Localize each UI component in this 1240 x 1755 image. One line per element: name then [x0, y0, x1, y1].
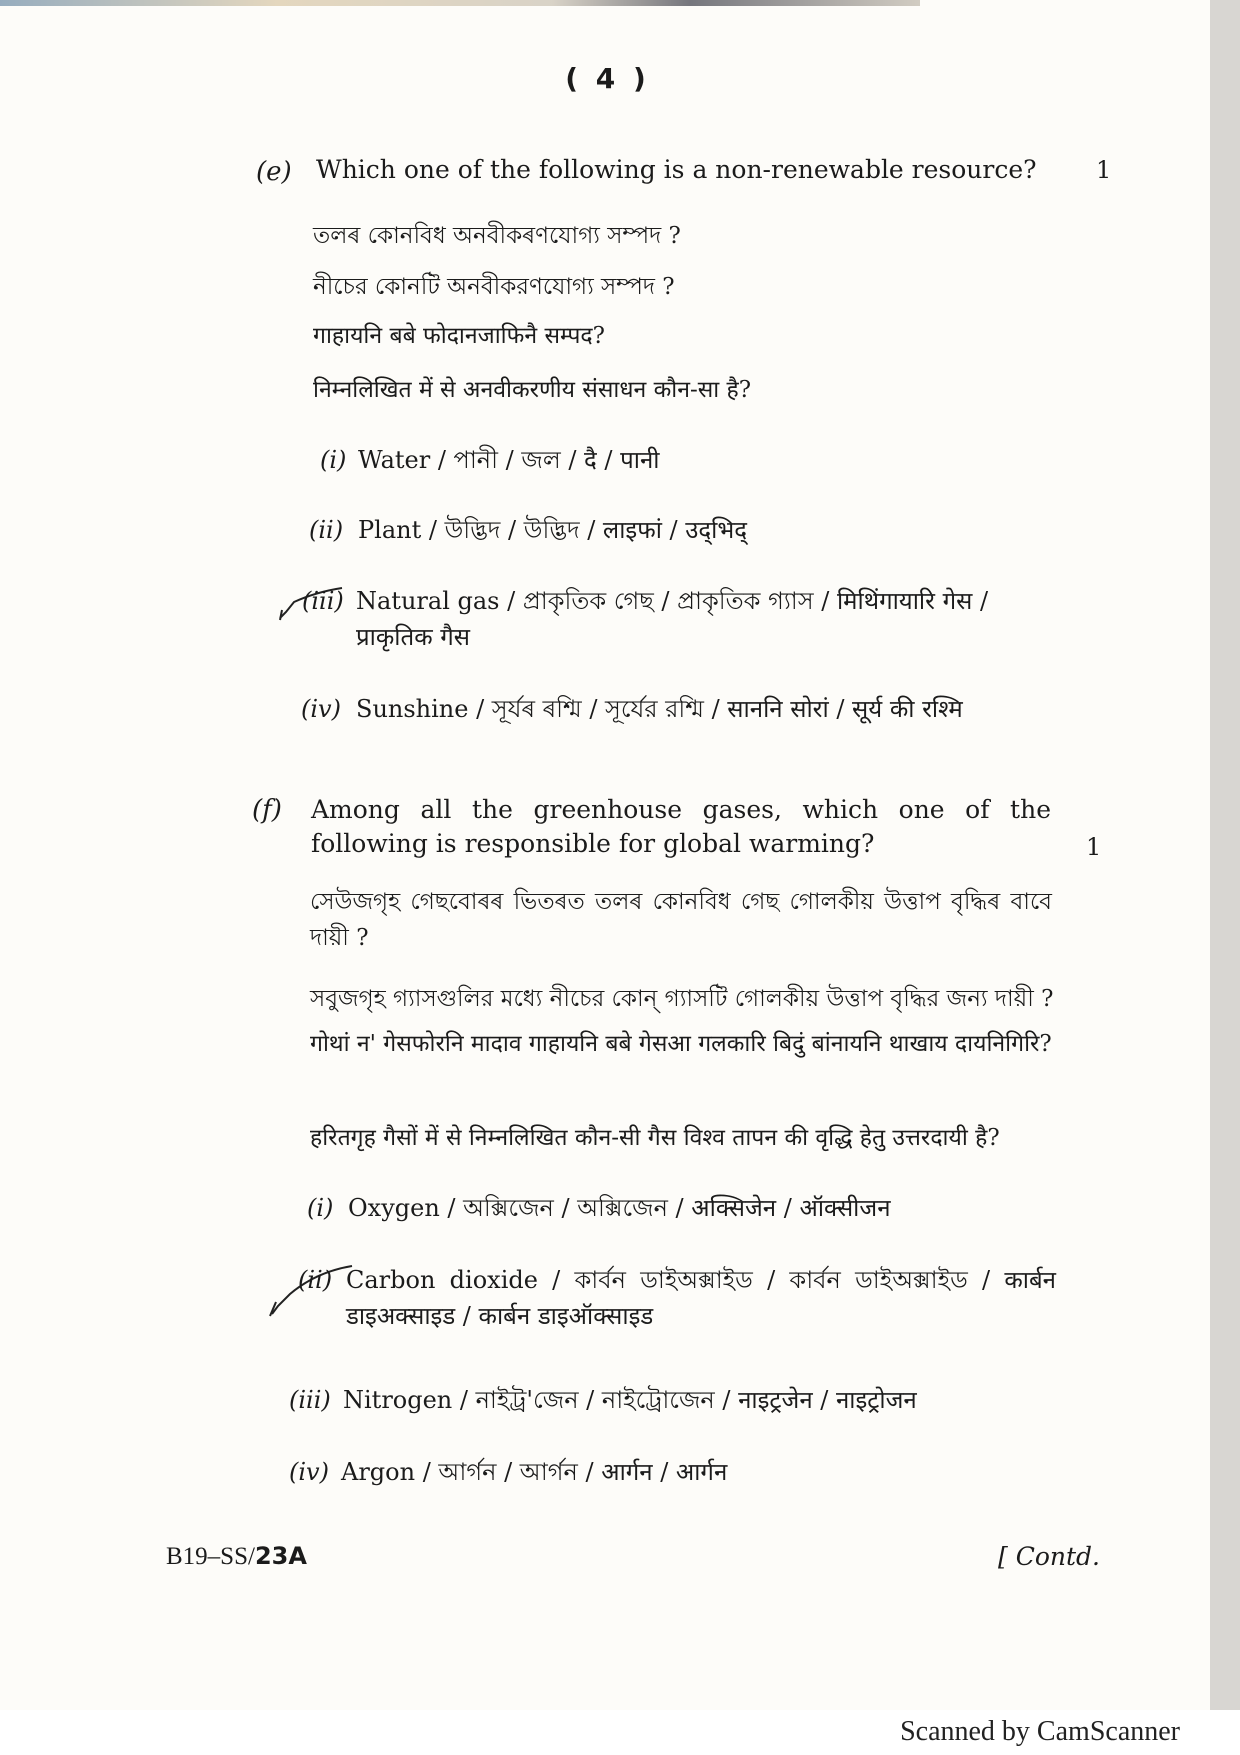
option-e-iii-text: Natural gas / প্ৰাকৃতিক গেছ / প্রাকৃতিক গ্যাস / मिथिंगायारि गेस / प्राकृतिक गैस — [356, 587, 989, 651]
continued-label: [ Contd. — [998, 1542, 1100, 1571]
option-e-i-number: (i) — [320, 446, 347, 474]
page-edge-shadow — [1210, 0, 1240, 1755]
paper-code — [166, 1542, 307, 1571]
question-e-hindi: निम्नलिखित में से अनवीकरणीय संसाधन कौन-सा है? — [313, 377, 752, 403]
scanner-watermark-bar — [0, 1710, 1240, 1755]
scanner-watermark: Scanned by CamScanner — [900, 1716, 1180, 1747]
option-f-iv-text: Argon / আৰ্গন / আর্গন / आर्गन / आर्गन — [341, 1458, 728, 1486]
question-f-english: Among all the greenhouse gases, which one of the following is responsible for global warming? — [311, 795, 1051, 858]
question-f-assamese: সেউজগৃহ গেছবোৰৰ ভিতৰত তলৰ কোনবিধ গেছ গোলকীয় উত্তাপ বৃদ্ধিৰ বাবে দায়ী ? — [310, 889, 1052, 951]
question-e-assamese: তলৰ কোনবিধ অনবীকৰণযোগ্য সম্পদ ? — [313, 223, 681, 249]
question-f-bodo: गोथां न' गेसफोरनि मादाव गाहायनि बबे गेसआ गलकारि बिदुं बांनायनि थाखाय दायनिगिरि? — [310, 1031, 1052, 1057]
option-e-iv-text: Sunshine / সূৰ্যৰ ৰশ্মি / সূর্যের রশ্মি / साननि सोरां / सूर्य की रश्मि — [356, 695, 963, 723]
question-f-label: (f) — [252, 795, 282, 825]
question-f-bengali: সবুজগৃহ গ্যাসগুলির মধ্যে নীচের কোন্ গ্যাসটি গোলকীয় উত্তাপ বৃদ্ধির জন্য দায়ী ? — [310, 986, 1054, 1012]
option-e-iii-number: (iii) — [302, 587, 344, 615]
option-f-ii-text: Carbon dioxide / কাৰ্বন ডাইঅক্সাইড / কার্বন ডাইঅক্সাইড / कार्बन डाइअक्साइड / कार्बन डाइऑक्साइड — [346, 1266, 1056, 1330]
option-f-ii-number: (ii) — [298, 1266, 333, 1294]
question-f-hindi: हरितगृह गैसों में से निम्नलिखित कौन-सी गैस विश्व तापन की वृद्धि हेतु उत्तरदायी है? — [310, 1125, 1000, 1151]
paper-code-prefix: B19–SS/ — [166, 1543, 255, 1570]
option-e-i-text: Water / পানী / জল / दै / पानी — [358, 446, 660, 474]
question-e-bengali: নীচের কোনটি অনবীকরণযোগ্য সম্পদ ? — [313, 274, 675, 300]
option-f-i-text: Oxygen / অক্সিজেন / অক্সিজেন / अक्सिजेन / ऑक्सीजन — [348, 1194, 891, 1222]
option-e-ii-number: (ii) — [309, 516, 344, 544]
option-e-ii-text: Plant / উদ্ভিদ / উদ্ভিদ / लाइफां / उद्‌भिद् — [358, 516, 747, 544]
page-number: ( 4 ) — [565, 62, 650, 95]
option-f-iv-number: (iv) — [289, 1458, 329, 1486]
option-f-iii-number: (iii) — [289, 1386, 331, 1414]
option-f-iii-text: Nitrogen / নাইট্ৰ'জেন / নাইট্রোজেন / नाइट्रजेन / नाइट्रोजन — [343, 1386, 917, 1414]
option-e-iv-number: (iv) — [301, 695, 341, 723]
question-e-english: Which one of the following is a non-renewable resource? — [316, 155, 1037, 184]
question-e-label: (e) — [256, 157, 292, 187]
question-f-marks: 1 — [1086, 833, 1102, 861]
question-e-marks: 1 — [1096, 156, 1112, 184]
paper-code-number: 23A — [254, 1542, 307, 1570]
scan-edge-strip — [0, 0, 920, 6]
option-f-i-number: (i) — [307, 1194, 334, 1222]
question-e-bodo: गाहायनि बबे फोदानजाफिनै सम्पद? — [313, 323, 605, 349]
